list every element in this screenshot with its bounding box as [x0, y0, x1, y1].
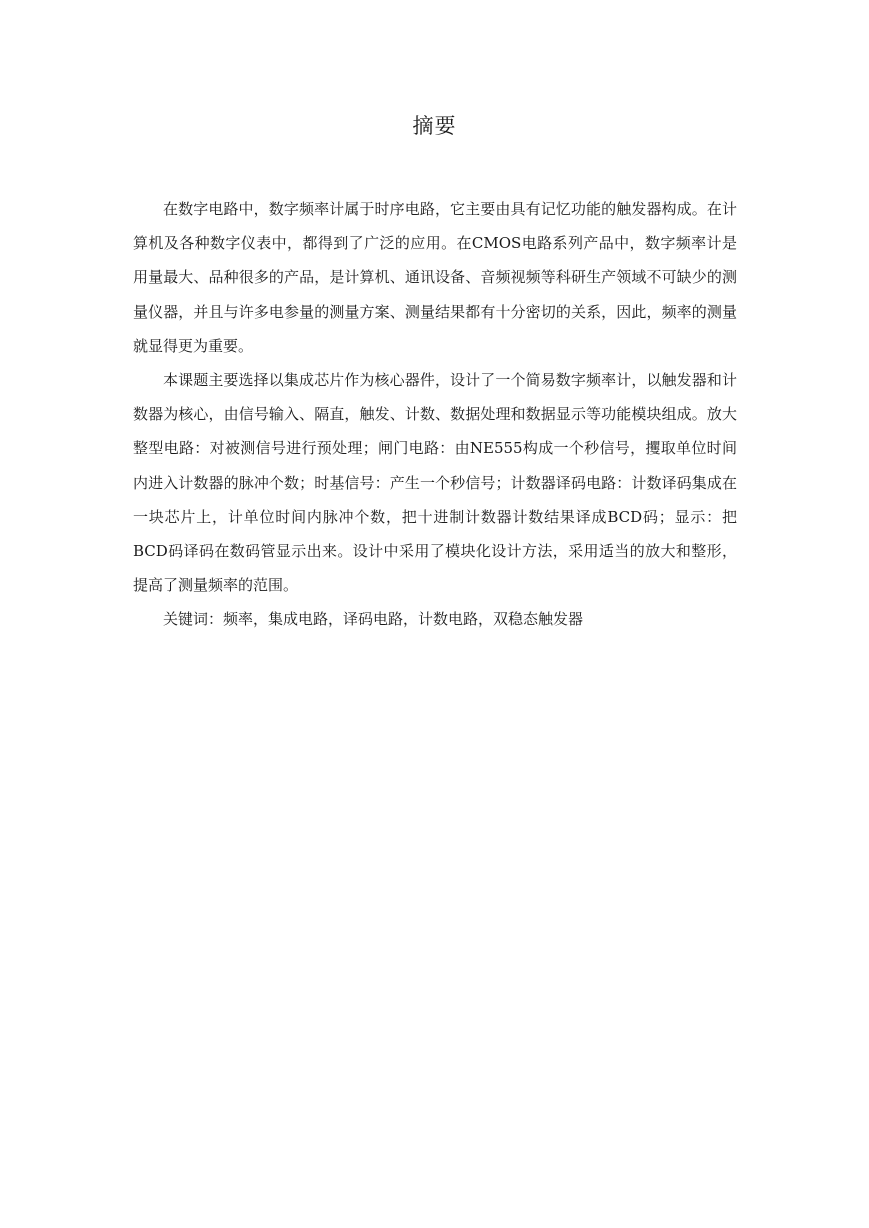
abstract-paragraph-2: 本课题主要选择以集成芯片作为核心器件，设计了一个简易数字频率计，以触发器和计数器为核心，由信号输入、隔直，触发、计数、数据处理和数据显示等功能模块组成。放大整型电路：对被测信号进行预处理；闸门电路：由NE555构成一个秒信号，攫取单位时间内进入计数器的脉冲个数；时基信号：产生一个秒信号；计数器译码电路：计数译码集成在一块芯片上，计单位时间内脉冲个数，把十进制计数器计数结果译成BCD码；显示：把BCD码译码在数码管显示出来。设计中采用了模块化设计方法，采用适当的放大和整形，提高了测量频率的范围。: [133, 371, 737, 595]
page-title: 摘要: [412, 114, 457, 138]
keywords-line: 关键词：频率，集成电路，译码电路，计数电路，双稳态触发器: [163, 610, 584, 629]
abstract-body: [133, 192, 737, 637]
abstract-paragraph-1: 在数字电路中，数字频率计属于时序电路，它主要由具有记忆功能的触发器构成。在计算机及各种数字仪表中，都得到了广泛的应用。在CMOS电路系列产品中，数字频率计是用量最大、品种很多的产品，是计算机、通讯设备、音频视频等科研生产领域不可缺少的测量仪器，并且与许多电参量的测量方案、测量结果都有十分密切的关系，因此，频率的测量就显得更为重要。: [133, 200, 737, 355]
